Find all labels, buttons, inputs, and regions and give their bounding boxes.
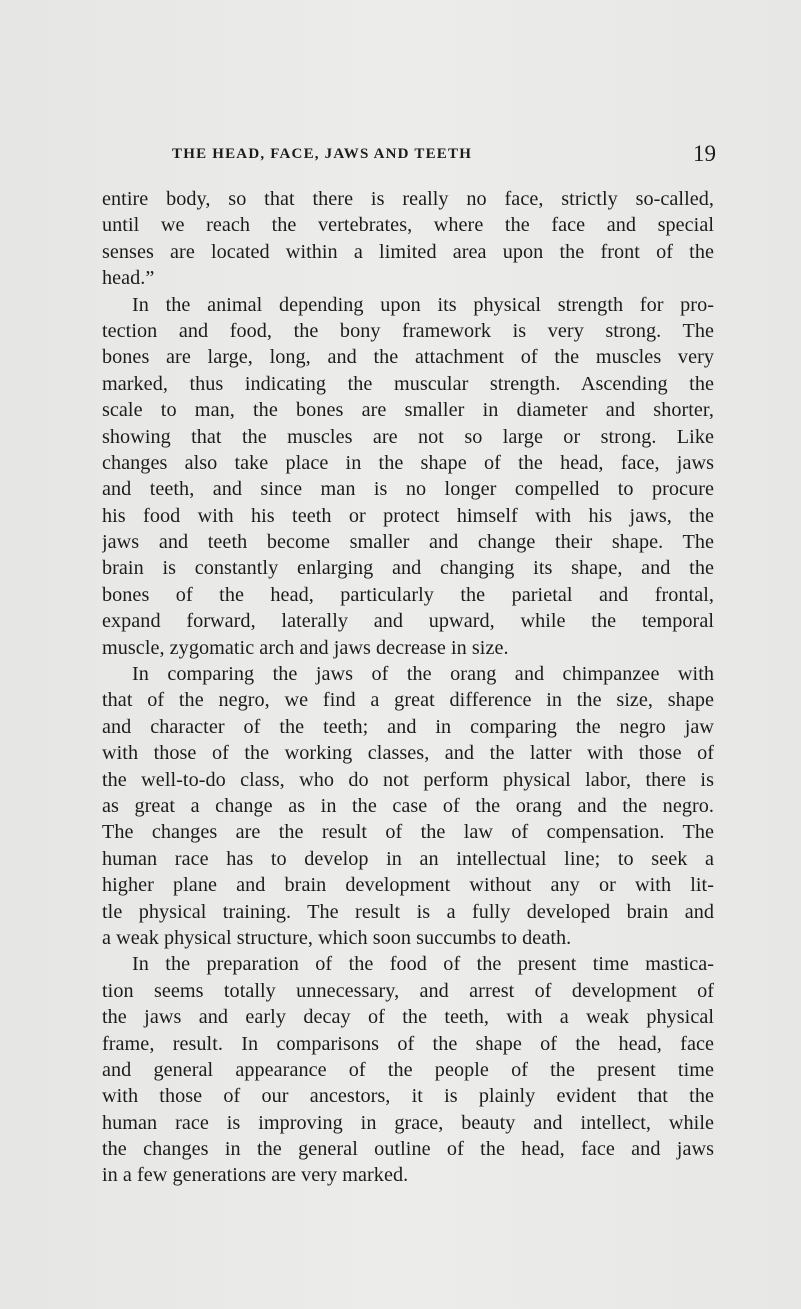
text-line: the jaws and early decay of the teeth, with a weak physical [102, 1006, 714, 1029]
paragraph-start-line: In comparing the jaws of the orang and chimpanzee with [132, 663, 714, 686]
text-line: bones of the head, particularly the parietal and frontal, [102, 583, 714, 606]
text-line: marked, thus indicating the muscular strength. Ascending the [102, 372, 714, 395]
text-line: and general appearance of the people of the present time [102, 1058, 714, 1081]
paragraph-start-line: In the preparation of the food of the present time mastica- [132, 953, 714, 976]
body-text [102, 186, 714, 1189]
text-line: and teeth, and since man is no longer compelled to procure [102, 478, 714, 501]
page-number: 19 [693, 141, 716, 166]
text-line: until we reach the vertebrates, where the face and special [102, 214, 714, 237]
text-line: in a few generations are very marked. [102, 1164, 409, 1187]
text-line: and character of the teeth; and in comparing the negro jaw [102, 715, 714, 738]
text-line: higher plane and brain development without any or with lit- [102, 874, 714, 897]
text-line: with those of our ancestors, it is plainly evident that the [102, 1085, 714, 1108]
text-line: senses are located within a limited area upon the front of the [102, 240, 714, 263]
text-line: showing that the muscles are not so large or strong. Like [102, 425, 714, 448]
text-line: muscle, zygomatic arch and jaws decrease in size. [102, 636, 509, 659]
text-line: as great a change as in the case of the orang and the negro. [102, 794, 714, 817]
text-line: human race is improving in grace, beauty and intellect, while [102, 1111, 714, 1134]
running-head [172, 141, 716, 170]
paragraph-start-line: In the animal depending upon its physical strength for pro- [132, 293, 714, 316]
text-line: changes also take place in the shape of the head, face, jaws [102, 451, 714, 474]
running-title: THE HEAD, FACE, JAWS AND TEETH [172, 146, 473, 162]
text-line: head.” [102, 267, 155, 290]
text-line: the well-to-do class, who do not perform physical labor, there is [102, 768, 714, 791]
text-line: scale to man, the bones are smaller in diameter and shorter, [102, 399, 714, 422]
text-line: jaws and teeth become smaller and change their shape. The [102, 531, 714, 554]
text-line: a weak physical structure, which soon succumbs to death. [102, 926, 572, 949]
text-line: the changes in the general outline of the head, face and jaws [102, 1138, 714, 1161]
text-line: tection and food, the bony framework is very strong. The [102, 319, 714, 342]
text-line: expand forward, laterally and upward, while the temporal [102, 610, 714, 633]
text-line: with those of the working classes, and the latter with those of [102, 742, 714, 765]
text-line: his food with his teeth or protect himself with his jaws, the [102, 504, 714, 527]
text-line: tle physical training. The result is a fully developed brain and [102, 900, 714, 923]
text-line: entire body, so that there is really no face, strictly so-called, [102, 188, 714, 210]
text-line: brain is constantly enlarging and changing its shape, and the [102, 557, 714, 580]
text-line: that of the negro, we find a great difference in the size, shape [102, 689, 714, 712]
text-line: frame, result. In comparisons of the shape of the head, face [102, 1032, 714, 1055]
text-line: bones are large, long, and the attachment of the muscles very [102, 346, 714, 369]
text-line: tion seems totally unnecessary, and arrest of development of [102, 979, 714, 1002]
text-line: human race has to develop in an intellectual line; to seek a [102, 847, 714, 870]
text-line: The changes are the result of the law of compensation. The [102, 821, 714, 844]
